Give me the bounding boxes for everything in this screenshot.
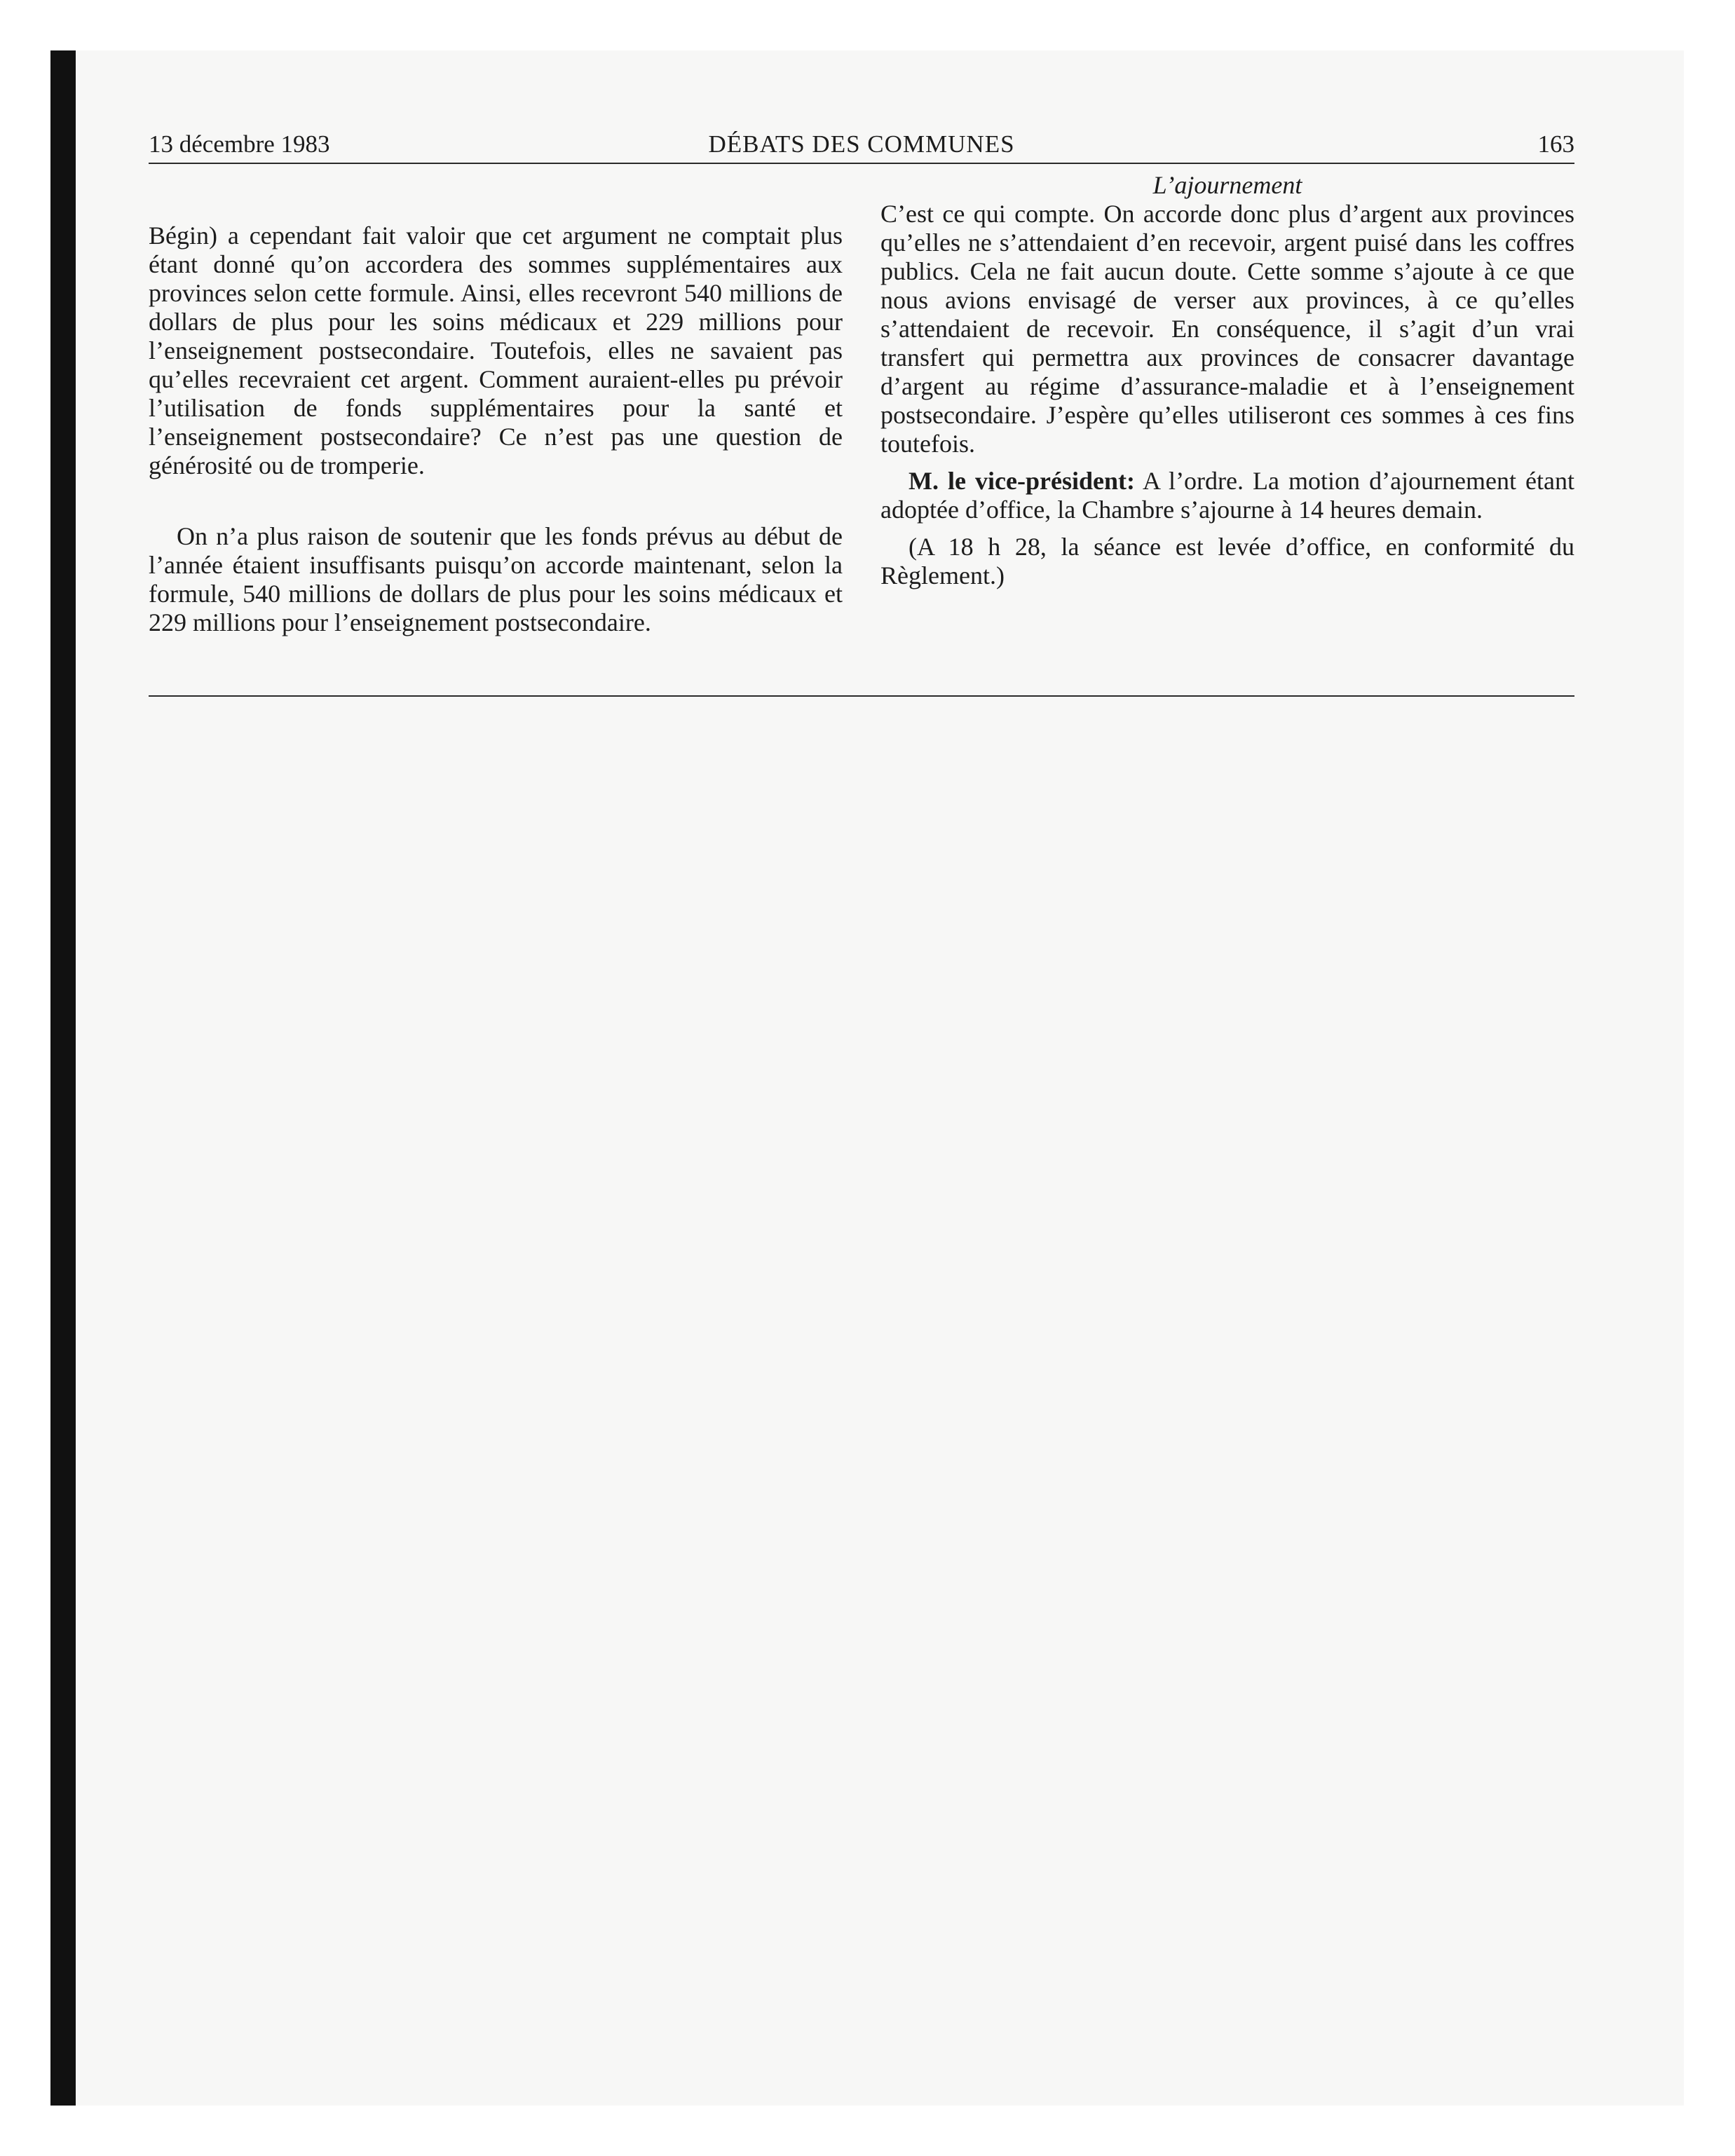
speaker-text: A l’ordre. La motion d’ajournement étant adoptée d’office, la Chambre s’ajourne à 14 heures demain.: [880, 467, 1574, 524]
right-paragraph-1: C’est ce qui compte. On accorde donc plus d’argent aux provinces qu’elles ne s’attendaient d’en recevoir, argent puisé dans les coffres publics. Cela ne fait aucun doute. Cette somme s’ajoute à ce que nous avions envisagé de verser aux provinces, à ce qu’elles s’attendaient de recevoir. En conséquence, il s’agit d’un vrai transfert qui permettra aux provinces de consacrer davantage d’argent au régime d’assurance-maladie et à l’enseignement postsecondaire. J’espère qu’elles utiliseront ces sommes à ces fins toutefois.: [880, 200, 1574, 458]
left-column: [149, 221, 843, 637]
section-title: L’ajournement: [1152, 171, 1302, 199]
closing-note: (A 18 h 28, la séance est levée d’office, en conformité du Règlement.): [880, 533, 1574, 589]
running-header: [149, 126, 1574, 164]
header-date: 13 décembre 1983: [149, 130, 330, 158]
speaker-paragraph: [880, 467, 1574, 524]
text-columns: [149, 171, 1574, 648]
speaker-name: M. le vice-président:: [909, 467, 1135, 495]
header-page-number: 163: [1537, 130, 1574, 158]
left-paragraph-1: Bégin) a cependant fait valoir que cet argument ne comptait plus étant donné qu’on accordera des sommes supplémentaires aux provinces selon cette formule. Ainsi, elles recevront 540 millions de dollars de plus pour les soins médicaux et 229 millions pour l’enseignement postsecondaire. Toutefois, elles ne savaient pas qu’elles recevraient cet argent. Comment auraient-elles pu prévoir l’utilisation de fonds supplémentaires pour la santé et l’enseignement postsecondaire? Ce n’est pas une question de générosité ou de tromperie.: [149, 221, 843, 479]
scan-binding-edge: [50, 50, 76, 2106]
document-page: [149, 126, 1574, 648]
header-publication: DÉBATS DES COMMUNES: [708, 130, 1015, 158]
right-column: [880, 171, 1574, 590]
end-rule: [149, 695, 1574, 697]
left-paragraph-2: On n’a plus raison de soutenir que les fonds prévus au début de l’année étaient insuffisants puisqu’on accorde maintenant, selon la formule, 540 millions de dollars de plus pour les soins médicaux et 229 millions pour l’enseignement postsecondaire.: [149, 522, 843, 636]
